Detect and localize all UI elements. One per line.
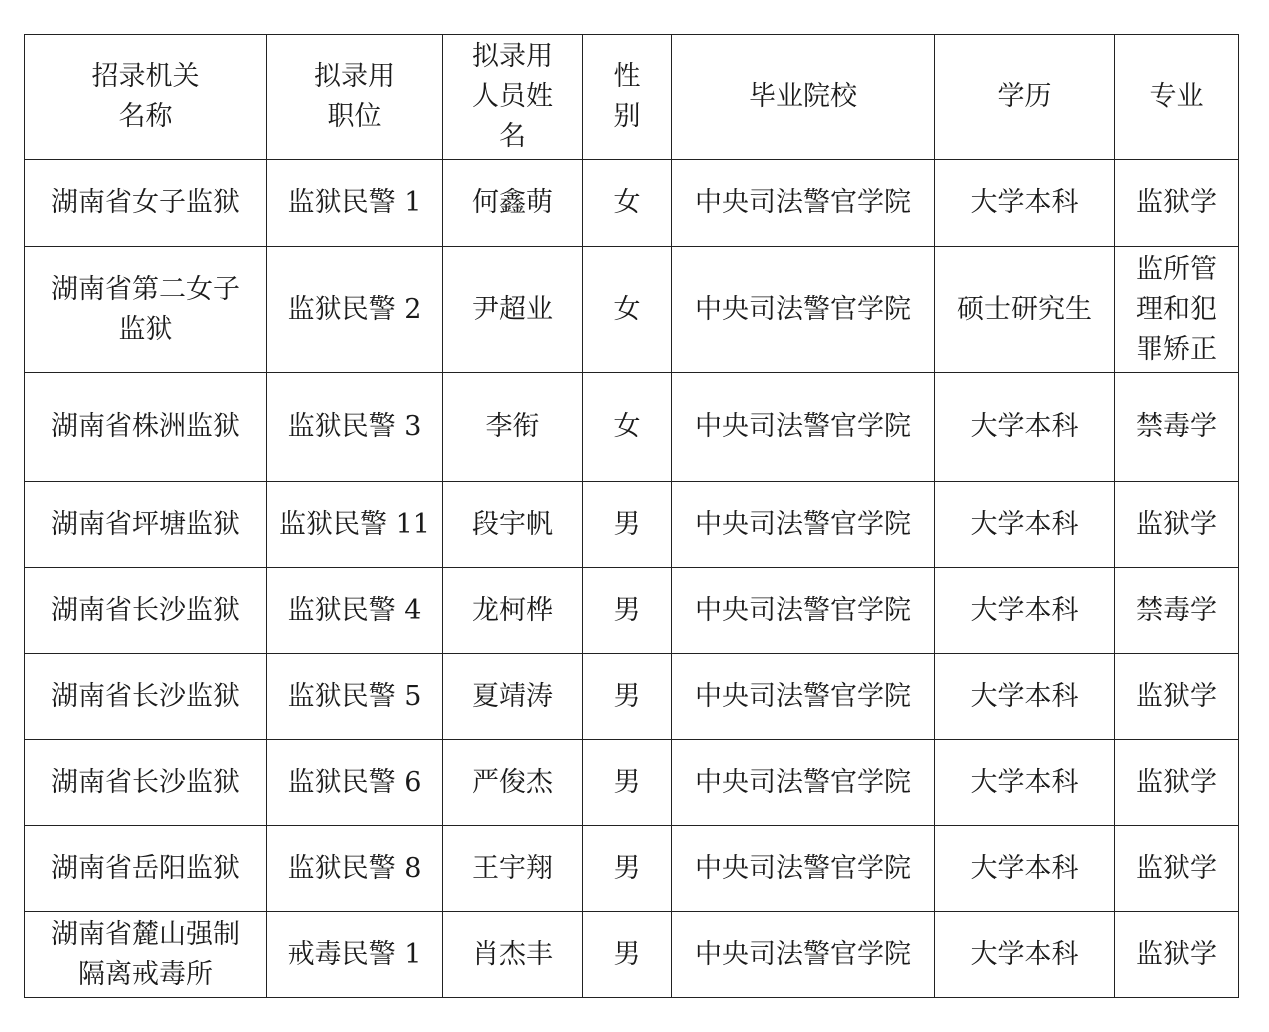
cell-education: 大学本科 — [935, 912, 1115, 998]
cell-gender: 女 — [583, 247, 672, 373]
table-row — [25, 826, 1239, 912]
cell-gender: 男 — [583, 568, 672, 654]
header-major: 专业 — [1115, 35, 1239, 160]
cell-gender: 男 — [583, 654, 672, 740]
cell-position: 监狱民警 5 — [267, 654, 443, 740]
cell-gender: 男 — [583, 482, 672, 568]
cell-major: 监狱学 — [1115, 740, 1239, 826]
cell-position: 监狱民警 2 — [267, 247, 443, 373]
table-row — [25, 654, 1239, 740]
cell-major: 监狱学 — [1115, 654, 1239, 740]
cell-position: 戒毒民警 1 — [267, 912, 443, 998]
cell-position: 监狱民警 4 — [267, 568, 443, 654]
cell-education: 大学本科 — [935, 373, 1115, 482]
cell-education: 大学本科 — [935, 740, 1115, 826]
cell-major: 监所管 理和犯 罪矫正 — [1115, 247, 1239, 373]
cell-position: 监狱民警 1 — [267, 160, 443, 247]
cell-school: 中央司法警官学院 — [672, 160, 935, 247]
cell-position: 监狱民警 6 — [267, 740, 443, 826]
cell-name: 夏靖涛 — [443, 654, 583, 740]
cell-school: 中央司法警官学院 — [672, 373, 935, 482]
cell-agency: 湖南省长沙监狱 — [25, 654, 267, 740]
cell-education: 大学本科 — [935, 826, 1115, 912]
cell-agency: 湖南省长沙监狱 — [25, 740, 267, 826]
cell-position: 监狱民警 8 — [267, 826, 443, 912]
cell-school: 中央司法警官学院 — [672, 568, 935, 654]
cell-education: 大学本科 — [935, 160, 1115, 247]
table-row — [25, 568, 1239, 654]
header-gender: 性 别 — [583, 35, 672, 160]
cell-school: 中央司法警官学院 — [672, 912, 935, 998]
cell-major: 监狱学 — [1115, 912, 1239, 998]
cell-position: 监狱民警 3 — [267, 373, 443, 482]
candidate-table — [24, 34, 1239, 998]
cell-major: 监狱学 — [1115, 482, 1239, 568]
cell-education: 大学本科 — [935, 568, 1115, 654]
cell-major: 禁毒学 — [1115, 373, 1239, 482]
header-name: 拟录用 人员姓 名 — [443, 35, 583, 160]
cell-major: 监狱学 — [1115, 160, 1239, 247]
header-education: 学历 — [935, 35, 1115, 160]
cell-gender: 女 — [583, 373, 672, 482]
header-position: 拟录用 职位 — [267, 35, 443, 160]
cell-agency: 湖南省麓山强制 隔离戒毒所 — [25, 912, 267, 998]
cell-school: 中央司法警官学院 — [672, 247, 935, 373]
cell-major: 禁毒学 — [1115, 568, 1239, 654]
cell-education: 大学本科 — [935, 654, 1115, 740]
cell-name: 李衔 — [443, 373, 583, 482]
cell-agency: 湖南省长沙监狱 — [25, 568, 267, 654]
cell-agency: 湖南省岳阳监狱 — [25, 826, 267, 912]
table-row — [25, 912, 1239, 998]
cell-major: 监狱学 — [1115, 826, 1239, 912]
cell-gender: 男 — [583, 826, 672, 912]
cell-agency: 湖南省女子监狱 — [25, 160, 267, 247]
cell-name: 严俊杰 — [443, 740, 583, 826]
cell-school: 中央司法警官学院 — [672, 654, 935, 740]
cell-school: 中央司法警官学院 — [672, 740, 935, 826]
header-school: 毕业院校 — [672, 35, 935, 160]
cell-school: 中央司法警官学院 — [672, 482, 935, 568]
cell-education: 硕士研究生 — [935, 247, 1115, 373]
table-header-row — [25, 35, 1239, 160]
header-agency: 招录机关 名称 — [25, 35, 267, 160]
cell-education: 大学本科 — [935, 482, 1115, 568]
cell-name: 肖杰丰 — [443, 912, 583, 998]
cell-name: 段宇帆 — [443, 482, 583, 568]
cell-agency: 湖南省坪塘监狱 — [25, 482, 267, 568]
table-row — [25, 247, 1239, 373]
cell-gender: 男 — [583, 740, 672, 826]
table-row — [25, 373, 1239, 482]
cell-gender: 男 — [583, 912, 672, 998]
cell-name: 何鑫萌 — [443, 160, 583, 247]
cell-name: 龙柯桦 — [443, 568, 583, 654]
table-row — [25, 160, 1239, 247]
table-row — [25, 740, 1239, 826]
cell-school: 中央司法警官学院 — [672, 826, 935, 912]
cell-agency: 湖南省株洲监狱 — [25, 373, 267, 482]
cell-agency: 湖南省第二女子 监狱 — [25, 247, 267, 373]
cell-name: 王宇翔 — [443, 826, 583, 912]
cell-position: 监狱民警 11 — [267, 482, 443, 568]
table-row — [25, 482, 1239, 568]
cell-gender: 女 — [583, 160, 672, 247]
cell-name: 尹超业 — [443, 247, 583, 373]
